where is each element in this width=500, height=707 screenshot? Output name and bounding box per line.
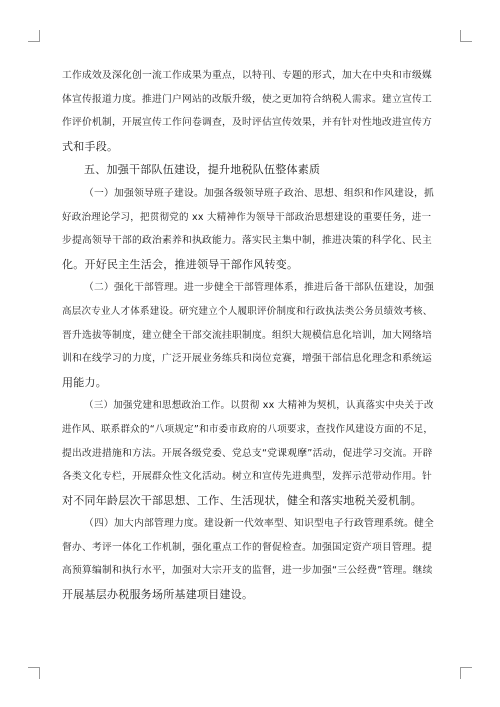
text-line: 各类文化专栏，开展群众性文化活动。树立和宣传先进典型，发挥示范带动作用。针 — [62, 471, 432, 483]
document-body — [62, 64, 440, 607]
text-line: 对不同年龄层次干部思想、工作、生活现状，健全和落实地税关爱机制。 — [62, 493, 422, 507]
text-line: （二）强化干部管理。进一步健全干部管理体系，推进后备干部队伍建设，加强 — [84, 282, 434, 294]
text-line: （一）加强领导班子建设。加强各级领导班子政治、思想、组织和作风建设，抓 — [84, 187, 434, 199]
text-line: 晋升选拔等制度，建立健全干部交流挂职制度。组织大规模信息化培训，加大网络培 — [62, 329, 432, 341]
text-line: 作评价机制，开展宣传工作问卷调查，及时评估宣传效果，并有针对性地改进宣传方 — [62, 117, 432, 129]
text-line: 提出改进措施和方法。开展各级党委、党总支“党课观摩”活动，促进学习交流。开辟 — [62, 447, 433, 459]
text-line: 进作风、联系群众的“八项规定”和市委市政府的八项要求，查找作风建设方面的不足， — [62, 423, 434, 435]
text-line: 化。开好民主生活会，推进领导干部作风转变。 — [62, 257, 299, 271]
crop-mark-top-right — [460, 30, 472, 42]
text-line: （三）加强党建和思想政治工作。以贯彻 xx 大精神为契机，认真落实中央关于改 — [84, 400, 434, 412]
text-line: 式和手段。 — [62, 139, 119, 153]
text-line: 工作成效及深化创一流工作成果为重点，以特刊、专题的形式，加大在中央和市级媒 — [62, 70, 432, 81]
text-line: 高层次专业人才体系建设。研究建立个人履职评价制度和行政执法类公务员绩效考核、 — [62, 305, 433, 317]
text-line: 训和在线学习的力度，广泛开展业务练兵和岗位竞赛，增强干部信息化理念和系统运 — [62, 353, 432, 365]
text-line: 督办、考评一体化工作机制，强化重点工作的督促检查。加强国定资产项目管理。提 — [62, 541, 432, 553]
text-line: 五、加强干部队伍建设，提升地税队伍整体素质 — [84, 163, 321, 177]
text-line: 步提高领导干部的政治素养和执政能力。落实民主集中制，推进决策的科学化、民主 — [62, 235, 432, 247]
text-line: 用能力。 — [62, 375, 107, 389]
crop-mark-bottom-right — [460, 667, 472, 679]
text-line: 好政治理论学习，把贯彻党的 xx 大精神作为领导干部政治思想建设的重要任务，进一 — [62, 211, 432, 223]
crop-mark-bottom-left — [28, 667, 40, 679]
text-line: 开展基层办税服务场所基建项目建设。 — [62, 588, 254, 602]
text-line: 体宣传报道力度。推进门户网站的改版升级，使之更加符合纳税人需求。建立宣传工 — [62, 93, 432, 105]
text-line: 高预算编制和执行水平，加强对大宗开支的监督，进一步加强“三公经费”管理。继续 — [62, 565, 433, 577]
crop-mark-top-left — [28, 30, 40, 42]
text-line: （四）加大内部管理力度。建设新一代效率型、知识型电子行政管理系统。健全 — [84, 518, 434, 530]
